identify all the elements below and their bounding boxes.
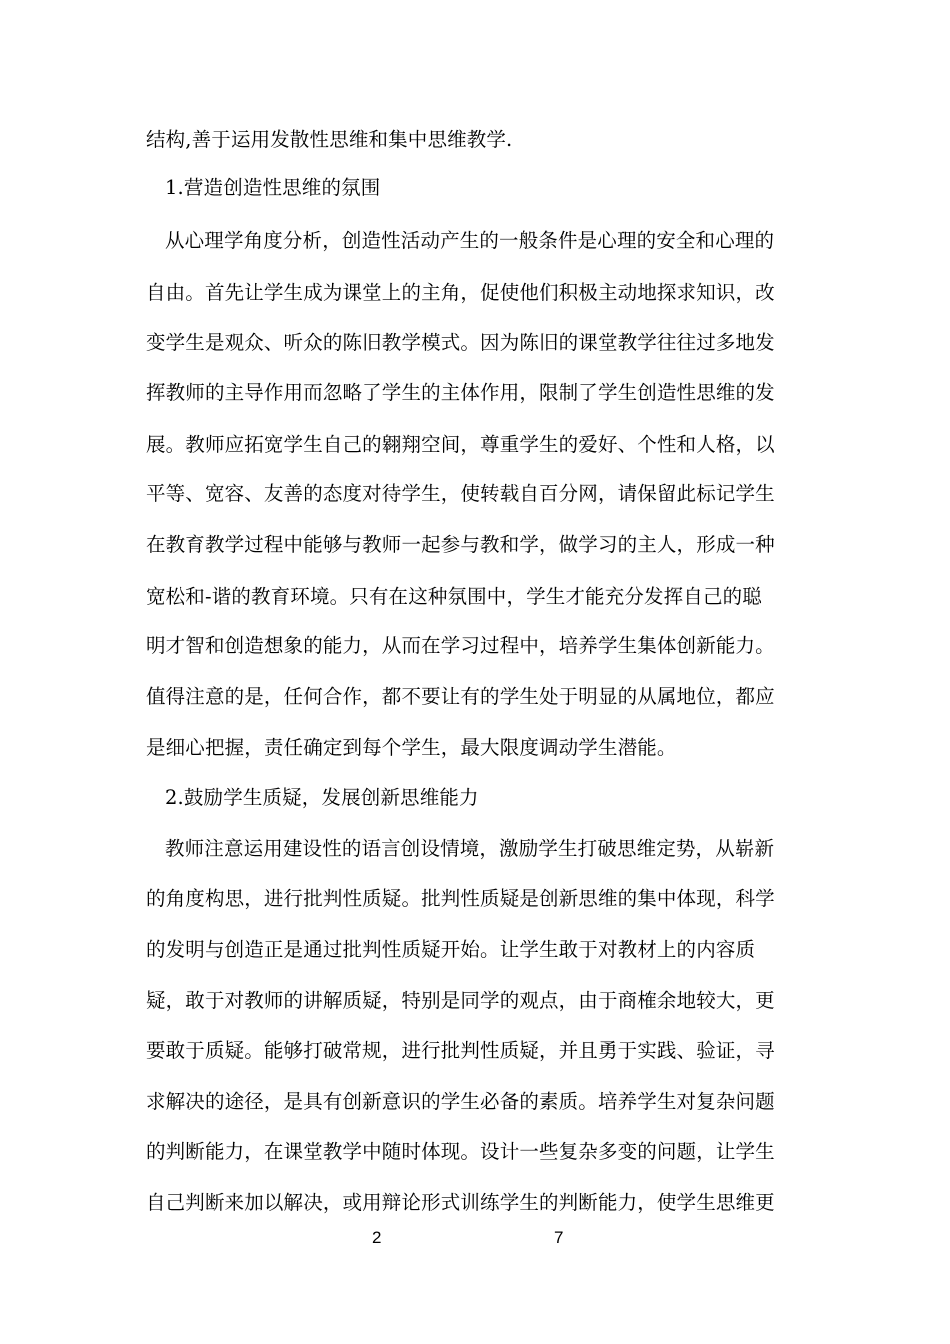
text-line: 教师注意运用建设性的语言创设情境，激励学生打破思维定势，从崭新	[165, 837, 775, 860]
text-line: 是细心把握，责任确定到每个学生，最大限度调动学生潜能。	[146, 736, 677, 759]
text-line: 自由。首先让学生成为课堂上的主角，促使他们积极主动地探求知识，改	[146, 281, 775, 304]
text-line: 疑，敢于对教师的讲解质疑，特别是同学的观点，由于商榷余地较大，更	[146, 989, 775, 1012]
page-number-right: 7	[554, 1228, 564, 1247]
text-line: 的角度构思，进行批判性质疑。批判性质疑是创新思维的集中体现，科学	[146, 887, 775, 910]
text-line: 宽松和-谐的教育环境。只有在这种氛围中，学生才能充分发挥自己的聪	[146, 585, 762, 608]
section-heading: 2.鼓励学生质疑，发展创新思维能力	[165, 786, 479, 809]
text-line: 结构,善于运用发散性思维和集中思维教学.	[146, 128, 513, 151]
text-line: 的判断能力，在课堂教学中随时体现。设计一些复杂多变的问题，让学生	[146, 1140, 775, 1163]
text-line: 平等、宽容、友善的态度对待学生，使转载自百分网，请保留此标记学生	[146, 482, 775, 505]
text-line: 变学生是观众、听众的陈旧教学模式。因为陈旧的课堂教学往往过多地发	[146, 331, 775, 354]
text-line: 要敢于质疑。能够打破常规，进行批判性质疑，并且勇于实践、验证，寻	[146, 1039, 775, 1062]
text-line: 从心理学角度分析，创造性活动产生的一般条件是心理的安全和心理的	[165, 229, 775, 252]
section-heading: 1.营造创造性思维的氛围	[165, 176, 381, 199]
text-line: 求解决的途径，是具有创新意识的学生必备的素质。培养学生对复杂问题	[146, 1090, 775, 1113]
text-line: 在教育教学过程中能够与教师一起参与教和学，做学习的主人，形成一种	[146, 533, 775, 556]
page-number-left: 2	[372, 1228, 382, 1247]
text-line: 展。教师应拓宽学生自己的翱翔空间，尊重学生的爱好、个性和人格，以	[146, 433, 775, 456]
text-line: 自己判断来加以解决，或用辩论形式训练学生的判断能力，使学生思维更	[146, 1191, 775, 1214]
text-line: 明才智和创造想象的能力，从而在学习过程中，培养学生集体创新能力。	[146, 634, 775, 657]
text-line: 挥教师的主导作用而忽略了学生的主体作用，限制了学生创造性思维的发	[146, 381, 775, 404]
text-line: 值得注意的是，任何合作，都不要让有的学生处于明显的从属地位，都应	[146, 685, 775, 708]
text-line: 的发明与创造正是通过批判性质疑开始。让学生敢于对教材上的内容质	[146, 938, 756, 961]
